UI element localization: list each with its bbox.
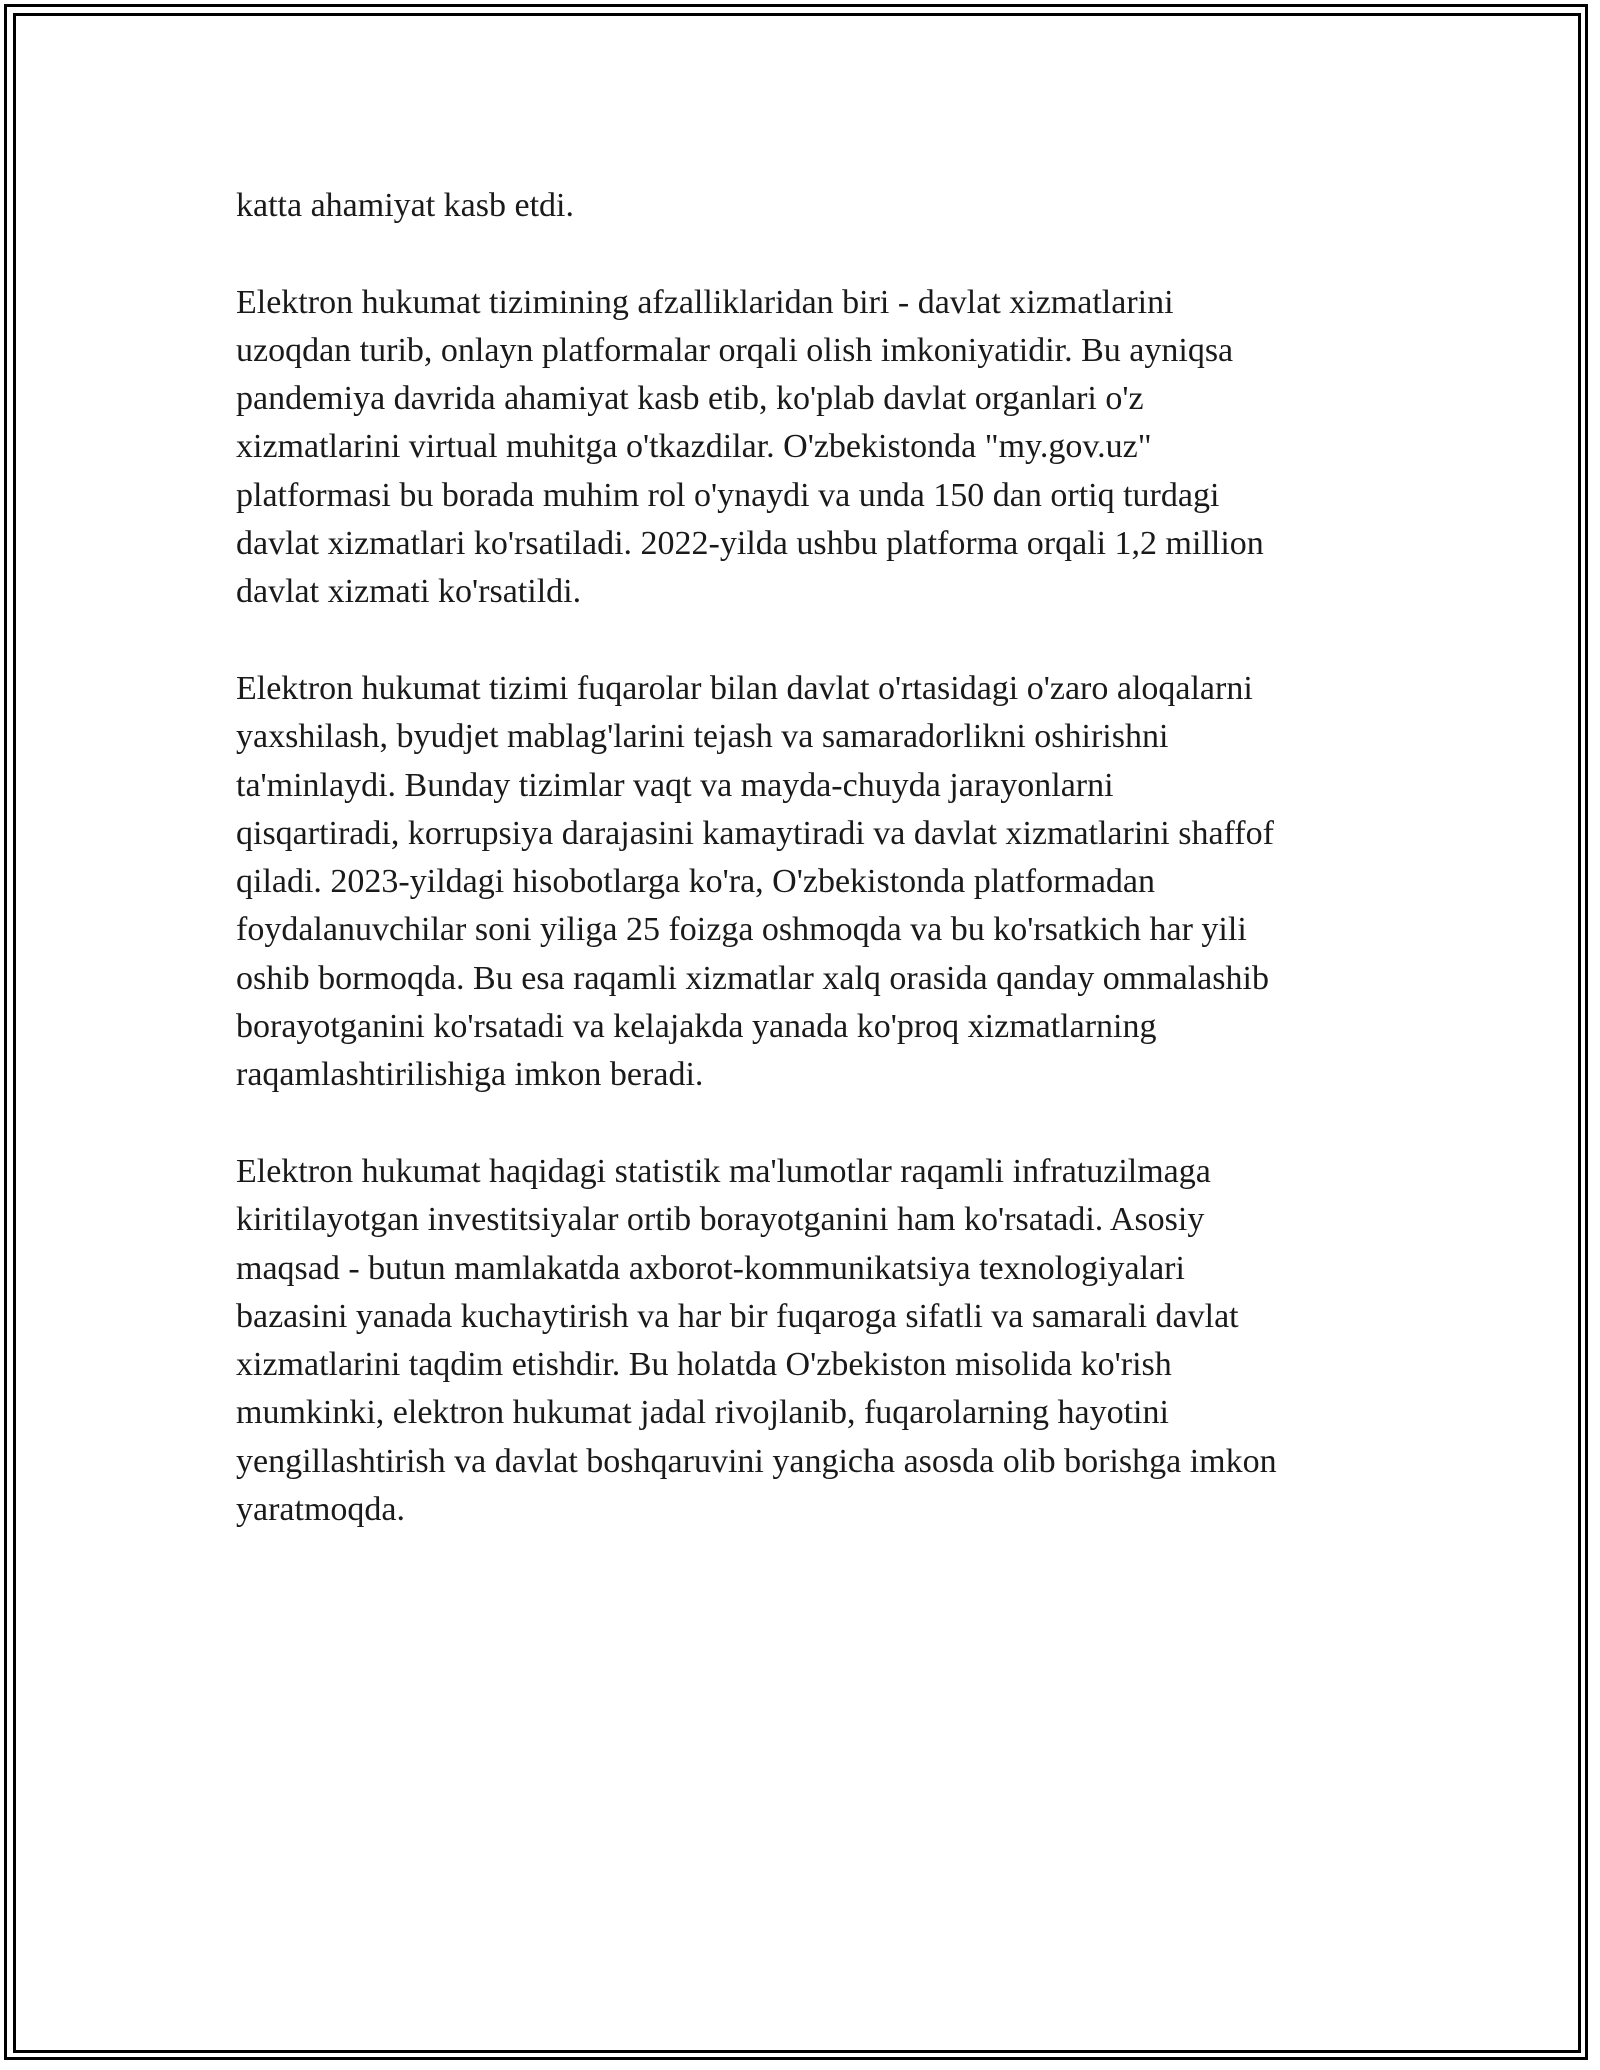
document-body xyxy=(236,182,1376,1583)
paragraph-3: Elektron hukumat tizimi fuqarolar bilan davlat o'rtasidagi o'zaro aloqalarni yaxshilash, byudjet mablag'larini tejash va samaradorlikni oshirishni ta'minlaydi. Bunday tizimlar vaqt va mayda-chuyda jarayonlarni qisqartiradi, korrupsiya darajasini kamaytiradi va davlat xizmatlarini shaffof qiladi. 2023-yildagi hisobotlarga ko'ra, O'zbekistonda platformadan foydalanuvchilar soni yiliga 25 foizga oshmoqda va bu ko'rsatkich har yili oshib bormoqda. Bu esa raqamli xizmatlar xalq orasida qanday ommalashib borayotganini ko'rsatadi va kelajakda yanada ko'proq xizmatlarning raqamlashtirilishiga imkon beradi. xyxy=(236,669,1274,1094)
paragraph-1: katta ahamiyat kasb etdi. xyxy=(236,187,574,224)
paragraph-2: Elektron hukumat tizimining afzalliklaridan biri - davlat xizmatlarini uzoqdan turib, onlayn platformalar orqali olish imkoniyatidir. Bu ayniqsa pandemiya davrida ahamiyat kasb etib, ko'plab davlat organlari o'z xizmatlarini virtual muhitga o'tkazdilar. O'zbekistonda "my.gov.uz" platformasi bu borada muhim rol o'ynaydi va unda 150 dan ortiq turdagi davlat xizmatlari ko'rsatiladi. 2022-yilda ushbu platforma orqali 1,2 million davlat xizmati ko'rsatildi. xyxy=(236,283,1264,611)
paragraph-4: Elektron hukumat haqidagi statistik ma'lumotlar raqamli infratuzilmaga kiritilayotgan investitsiyalar ortib borayotganini ham ko'rsatadi. Asosiy maqsad - butun mamlakatda axborot-kommunikatsiya texnologiyalari bazasini yanada kuchaytirish va har bir fuqaroga sifatli va samarali davlat xizmatlarini taqdim etishdir. Bu holatda O'zbekiston misolida ko'rish mumkinki, elektron hukumat jadal rivojlanib, fuqarolarning hayotini yengillashtirish va davlat boshqaruvini yangicha asosda olib borishga imkon yaratmoqda. xyxy=(236,1152,1277,1529)
